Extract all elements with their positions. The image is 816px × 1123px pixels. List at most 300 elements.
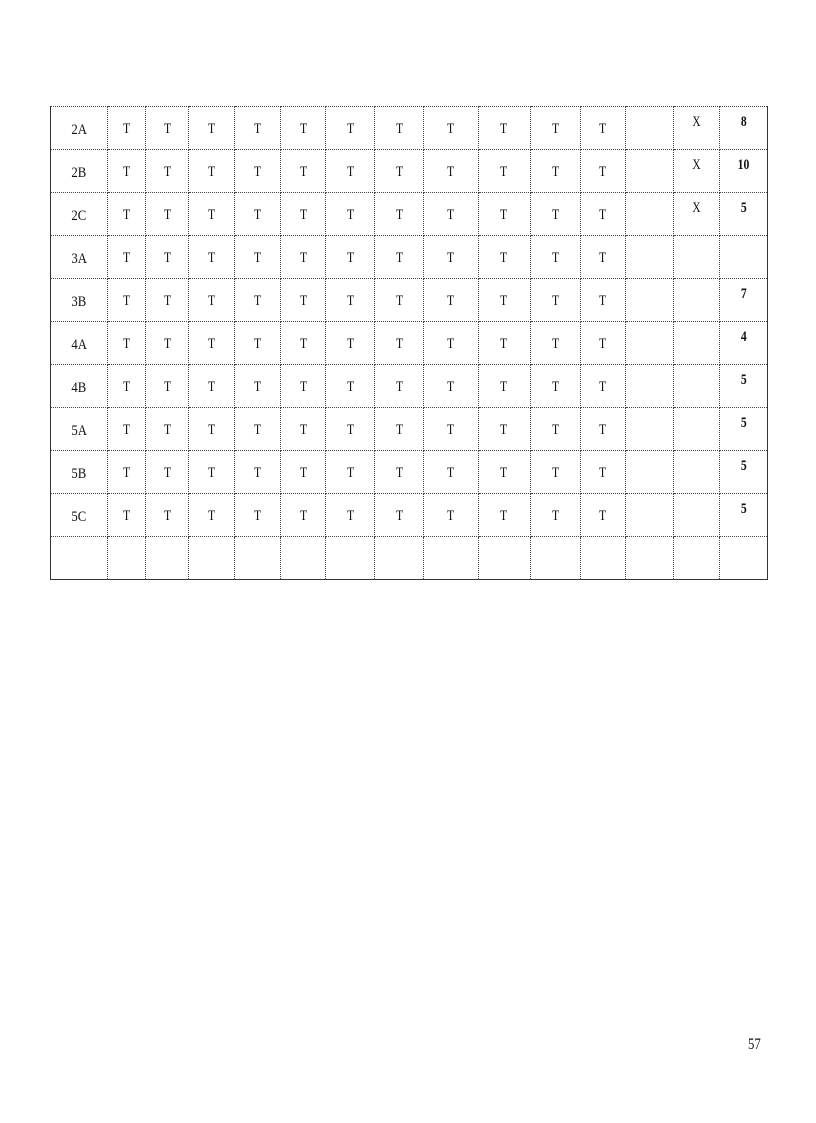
mark-cell xyxy=(146,150,189,193)
mark-cell-text: T xyxy=(208,250,216,266)
mark-cell xyxy=(478,365,530,408)
mark-cell-text: T xyxy=(163,465,171,481)
mark-cell-text: T xyxy=(299,379,307,395)
mark-cell xyxy=(580,451,625,494)
mark-cell xyxy=(375,107,424,150)
count-cell-text: 5 xyxy=(740,200,747,216)
mark-cell-text: T xyxy=(395,164,404,180)
x-cell xyxy=(673,279,719,322)
mark-cell-text: T xyxy=(395,465,404,481)
row-label-cell xyxy=(51,193,108,236)
mark-cell-text: T xyxy=(551,293,559,309)
mark-cell xyxy=(281,193,326,236)
blank-cell xyxy=(625,107,673,150)
blank-cell xyxy=(625,494,673,537)
attendance-table xyxy=(50,106,768,580)
mark-cell xyxy=(375,408,424,451)
mark-cell-text: T xyxy=(551,164,559,180)
x-cell xyxy=(673,408,719,451)
blank-cell xyxy=(625,322,673,365)
mark-cell xyxy=(375,451,424,494)
count-cell-text: 5 xyxy=(740,372,747,388)
mark-cell xyxy=(108,365,146,408)
mark-cell-text: T xyxy=(395,121,404,137)
mark-cell xyxy=(326,193,375,236)
mark-cell xyxy=(146,279,189,322)
mark-cell-text: T xyxy=(599,336,607,352)
mark-cell-text: T xyxy=(395,207,404,223)
mark-cell xyxy=(424,451,478,494)
table-row xyxy=(51,150,768,193)
mark-cell-text: T xyxy=(599,465,607,481)
table-row xyxy=(51,107,768,150)
table-row xyxy=(51,236,768,279)
table-row xyxy=(51,494,768,537)
mark-cell-text: T xyxy=(254,293,262,309)
row-label-cell-text: 5A xyxy=(71,423,87,439)
mark-cell-text: T xyxy=(346,250,354,266)
mark-cell xyxy=(424,408,478,451)
mark-cell-text: T xyxy=(254,379,262,395)
page-number: 57 xyxy=(748,1036,761,1053)
mark-cell xyxy=(281,322,326,365)
mark-cell-text: T xyxy=(599,379,607,395)
mark-cell-text: T xyxy=(599,422,607,438)
mark-cell-text: T xyxy=(123,293,131,309)
count-cell-text: 5 xyxy=(740,501,747,517)
mark-cell xyxy=(108,193,146,236)
row-label-cell xyxy=(51,451,108,494)
mark-cell-text: T xyxy=(123,164,131,180)
mark-cell xyxy=(530,322,580,365)
mark-cell-text: T xyxy=(299,207,307,223)
mark-cell-text: T xyxy=(599,207,607,223)
mark-cell xyxy=(375,279,424,322)
mark-cell-text: T xyxy=(208,336,216,352)
table-row xyxy=(51,193,768,236)
count-cell xyxy=(719,322,767,365)
blank-cell xyxy=(625,408,673,451)
mark-cell xyxy=(146,494,189,537)
mark-cell xyxy=(235,451,281,494)
mark-cell xyxy=(580,408,625,451)
mark-cell xyxy=(478,451,530,494)
mark-cell-text: T xyxy=(123,250,131,266)
count-cell xyxy=(719,408,767,451)
mark-cell-text: T xyxy=(395,336,404,352)
mark-cell-text: T xyxy=(551,250,559,266)
mark-cell-text: T xyxy=(551,207,559,223)
mark-cell xyxy=(108,408,146,451)
mark-cell-text: T xyxy=(254,121,262,137)
count-cell xyxy=(719,451,767,494)
mark-cell xyxy=(478,150,530,193)
mark-cell-text: T xyxy=(163,379,171,395)
mark-cell xyxy=(478,236,530,279)
mark-cell-text: T xyxy=(346,164,354,180)
mark-cell xyxy=(146,365,189,408)
mark-cell-text: T xyxy=(599,121,607,137)
x-cell xyxy=(673,322,719,365)
mark-cell xyxy=(530,451,580,494)
row-label-cell-text: 3A xyxy=(71,251,87,267)
mark-cell xyxy=(375,150,424,193)
mark-cell xyxy=(108,107,146,150)
x-cell xyxy=(673,150,719,193)
mark-cell-text: T xyxy=(447,336,455,352)
row-label-cell xyxy=(51,494,108,537)
blank-cell xyxy=(625,150,673,193)
mark-cell-text: T xyxy=(299,250,307,266)
x-cell xyxy=(673,193,719,236)
mark-cell-text: T xyxy=(395,422,404,438)
mark-cell xyxy=(235,365,281,408)
mark-cell xyxy=(375,494,424,537)
mark-cell-text: T xyxy=(163,508,171,524)
count-cell xyxy=(719,193,767,236)
mark-cell-text: T xyxy=(163,164,171,180)
mark-cell xyxy=(281,236,326,279)
mark-cell xyxy=(580,236,625,279)
mark-cell-text: T xyxy=(346,121,354,137)
mark-cell xyxy=(424,494,478,537)
mark-cell-text: T xyxy=(447,379,455,395)
mark-cell xyxy=(235,107,281,150)
empty-cell xyxy=(375,537,424,580)
count-cell-text: 5 xyxy=(740,458,747,474)
mark-cell-text: T xyxy=(346,293,354,309)
count-cell xyxy=(719,365,767,408)
row-label-cell xyxy=(51,236,108,279)
mark-cell xyxy=(189,322,235,365)
row-label-cell-text: 4A xyxy=(71,337,87,353)
mark-cell xyxy=(108,236,146,279)
count-cell-text: 5 xyxy=(740,415,747,431)
empty-cell xyxy=(424,537,478,580)
mark-cell xyxy=(108,322,146,365)
mark-cell xyxy=(281,365,326,408)
mark-cell xyxy=(235,150,281,193)
empty-cell xyxy=(673,537,719,580)
mark-cell-text: T xyxy=(208,465,216,481)
mark-cell-text: T xyxy=(551,508,559,524)
mark-cell xyxy=(424,193,478,236)
mark-cell xyxy=(375,236,424,279)
count-cell-text: 8 xyxy=(740,114,747,130)
table-row xyxy=(51,279,768,322)
mark-cell xyxy=(146,193,189,236)
mark-cell xyxy=(530,107,580,150)
empty-cell xyxy=(478,537,530,580)
mark-cell-text: T xyxy=(447,465,455,481)
count-cell xyxy=(719,236,767,279)
mark-cell-text: T xyxy=(500,508,508,524)
mark-cell xyxy=(146,451,189,494)
mark-cell-text: T xyxy=(599,293,607,309)
mark-cell-text: T xyxy=(123,207,131,223)
mark-cell xyxy=(375,193,424,236)
mark-cell-text: T xyxy=(500,336,508,352)
mark-cell xyxy=(235,193,281,236)
mark-cell xyxy=(424,150,478,193)
mark-cell xyxy=(478,279,530,322)
table-row xyxy=(51,365,768,408)
mark-cell xyxy=(580,150,625,193)
mark-cell xyxy=(530,150,580,193)
mark-cell xyxy=(189,408,235,451)
mark-cell-text: T xyxy=(395,379,404,395)
mark-cell xyxy=(189,236,235,279)
mark-cell-text: T xyxy=(208,207,216,223)
mark-cell xyxy=(235,408,281,451)
mark-cell-text: T xyxy=(395,508,404,524)
mark-cell-text: T xyxy=(254,164,262,180)
mark-cell xyxy=(281,279,326,322)
mark-cell-text: T xyxy=(500,164,508,180)
mark-cell xyxy=(478,322,530,365)
row-label-cell-text: 3B xyxy=(71,294,87,310)
mark-cell-text: T xyxy=(123,508,131,524)
mark-cell xyxy=(375,365,424,408)
mark-cell xyxy=(530,236,580,279)
mark-cell xyxy=(281,451,326,494)
mark-cell xyxy=(281,150,326,193)
mark-cell-text: T xyxy=(500,121,508,137)
mark-cell xyxy=(326,322,375,365)
mark-cell-text: T xyxy=(500,379,508,395)
mark-cell-text: T xyxy=(551,121,559,137)
row-label-cell xyxy=(51,279,108,322)
mark-cell xyxy=(146,107,189,150)
row-label-cell-text: 2B xyxy=(71,165,87,181)
mark-cell xyxy=(326,494,375,537)
mark-cell-text: T xyxy=(163,121,171,137)
empty-cell xyxy=(580,537,625,580)
mark-cell xyxy=(580,494,625,537)
blank-cell xyxy=(625,236,673,279)
mark-cell xyxy=(189,107,235,150)
mark-cell-text: T xyxy=(163,207,171,223)
empty-cell xyxy=(530,537,580,580)
mark-cell-text: T xyxy=(254,207,262,223)
mark-cell xyxy=(235,494,281,537)
mark-cell xyxy=(326,236,375,279)
mark-cell-text: T xyxy=(123,379,131,395)
mark-cell-text: T xyxy=(346,379,354,395)
mark-cell xyxy=(281,107,326,150)
mark-cell xyxy=(189,494,235,537)
mark-cell xyxy=(189,365,235,408)
mark-cell xyxy=(530,365,580,408)
mark-cell xyxy=(326,150,375,193)
row-label-cell xyxy=(51,107,108,150)
mark-cell-text: T xyxy=(500,293,508,309)
mark-cell-text: T xyxy=(208,164,216,180)
mark-cell xyxy=(580,279,625,322)
mark-cell xyxy=(424,322,478,365)
mark-cell xyxy=(326,107,375,150)
mark-cell-text: T xyxy=(254,422,262,438)
mark-cell-text: T xyxy=(123,422,131,438)
mark-cell xyxy=(580,193,625,236)
mark-cell-text: T xyxy=(346,508,354,524)
mark-cell-text: T xyxy=(395,293,404,309)
mark-cell-text: T xyxy=(599,250,607,266)
row-label-cell-text: 5C xyxy=(71,509,87,525)
x-cell xyxy=(673,365,719,408)
mark-cell xyxy=(281,408,326,451)
empty-cell xyxy=(108,537,146,580)
mark-cell-text: T xyxy=(254,465,262,481)
mark-cell xyxy=(530,494,580,537)
mark-cell xyxy=(146,322,189,365)
mark-cell-text: T xyxy=(299,293,307,309)
mark-cell-text: T xyxy=(163,293,171,309)
x-cell-text: X xyxy=(692,157,701,173)
empty-cell xyxy=(189,537,235,580)
mark-cell-text: T xyxy=(447,164,455,180)
mark-cell xyxy=(580,365,625,408)
mark-cell xyxy=(281,494,326,537)
mark-cell xyxy=(478,494,530,537)
mark-cell-text: T xyxy=(299,336,307,352)
mark-cell xyxy=(235,279,281,322)
mark-cell-text: T xyxy=(163,250,171,266)
x-cell-text: X xyxy=(692,114,701,130)
row-label-cell xyxy=(51,365,108,408)
mark-cell-text: T xyxy=(163,336,171,352)
mark-cell xyxy=(580,107,625,150)
table-body xyxy=(51,107,768,580)
mark-cell-text: T xyxy=(447,422,455,438)
mark-cell-text: T xyxy=(551,422,559,438)
count-cell xyxy=(719,150,767,193)
x-cell xyxy=(673,451,719,494)
count-cell xyxy=(719,107,767,150)
mark-cell-text: T xyxy=(551,465,559,481)
mark-cell xyxy=(108,451,146,494)
mark-cell xyxy=(580,322,625,365)
mark-cell-text: T xyxy=(208,422,216,438)
mark-cell-text: T xyxy=(346,422,354,438)
mark-cell-text: T xyxy=(299,508,307,524)
mark-cell xyxy=(424,279,478,322)
mark-cell xyxy=(478,408,530,451)
blank-cell xyxy=(625,365,673,408)
mark-cell xyxy=(326,451,375,494)
row-label-cell xyxy=(51,322,108,365)
mark-cell xyxy=(189,193,235,236)
mark-cell xyxy=(189,451,235,494)
blank-cell xyxy=(625,193,673,236)
table-row xyxy=(51,451,768,494)
row-label-cell-text: 2A xyxy=(71,122,87,138)
mark-cell-text: T xyxy=(299,465,307,481)
row-label-cell-text: 4B xyxy=(71,380,87,396)
mark-cell-text: T xyxy=(123,465,131,481)
mark-cell-text: T xyxy=(395,250,404,266)
count-cell-text: 7 xyxy=(740,286,747,302)
mark-cell-text: T xyxy=(123,336,131,352)
mark-cell xyxy=(326,365,375,408)
mark-cell xyxy=(146,408,189,451)
mark-cell xyxy=(146,236,189,279)
mark-cell-text: T xyxy=(208,121,216,137)
row-label-cell-text: 5B xyxy=(71,466,87,482)
mark-cell-text: T xyxy=(500,207,508,223)
mark-cell-text: T xyxy=(208,508,216,524)
row-label-cell xyxy=(51,150,108,193)
empty-cell xyxy=(719,537,767,580)
mark-cell-text: T xyxy=(447,207,455,223)
empty-cell xyxy=(51,537,108,580)
blank-cell xyxy=(625,279,673,322)
count-cell xyxy=(719,494,767,537)
mark-cell xyxy=(235,236,281,279)
mark-cell-text: T xyxy=(551,336,559,352)
table-row xyxy=(51,322,768,365)
x-cell-text: X xyxy=(692,200,701,216)
mark-cell-text: T xyxy=(346,465,354,481)
row-label-cell xyxy=(51,408,108,451)
mark-cell xyxy=(530,408,580,451)
mark-cell xyxy=(189,150,235,193)
mark-cell-text: T xyxy=(254,336,262,352)
mark-cell xyxy=(424,365,478,408)
mark-cell-text: T xyxy=(254,250,262,266)
mark-cell-text: T xyxy=(447,508,455,524)
empty-cell xyxy=(235,537,281,580)
mark-cell-text: T xyxy=(208,379,216,395)
mark-cell xyxy=(424,107,478,150)
mark-cell xyxy=(235,322,281,365)
mark-cell-text: T xyxy=(447,121,455,137)
mark-cell-text: T xyxy=(500,250,508,266)
mark-cell-text: T xyxy=(551,379,559,395)
x-cell xyxy=(673,107,719,150)
mark-cell-text: T xyxy=(299,121,307,137)
table-row xyxy=(51,408,768,451)
mark-cell-text: T xyxy=(500,465,508,481)
mark-cell xyxy=(326,408,375,451)
x-cell xyxy=(673,236,719,279)
blank-cell xyxy=(625,451,673,494)
x-cell xyxy=(673,494,719,537)
mark-cell-text: T xyxy=(599,164,607,180)
mark-cell-text: T xyxy=(447,250,455,266)
mark-cell xyxy=(189,279,235,322)
mark-cell-text: T xyxy=(163,422,171,438)
empty-cell xyxy=(625,537,673,580)
mark-cell-text: T xyxy=(346,336,354,352)
count-cell xyxy=(719,279,767,322)
count-cell-text: 4 xyxy=(740,329,747,345)
mark-cell xyxy=(478,107,530,150)
empty-cell xyxy=(326,537,375,580)
mark-cell xyxy=(108,279,146,322)
mark-cell-text: T xyxy=(254,508,262,524)
mark-cell xyxy=(108,150,146,193)
mark-cell xyxy=(424,236,478,279)
mark-cell xyxy=(530,193,580,236)
row-label-cell-text: 2C xyxy=(71,208,87,224)
empty-cell xyxy=(146,537,189,580)
empty-cell xyxy=(281,537,326,580)
empty-table-row xyxy=(51,537,768,580)
mark-cell-text: T xyxy=(123,121,131,137)
mark-cell xyxy=(530,279,580,322)
mark-cell-text: T xyxy=(500,422,508,438)
